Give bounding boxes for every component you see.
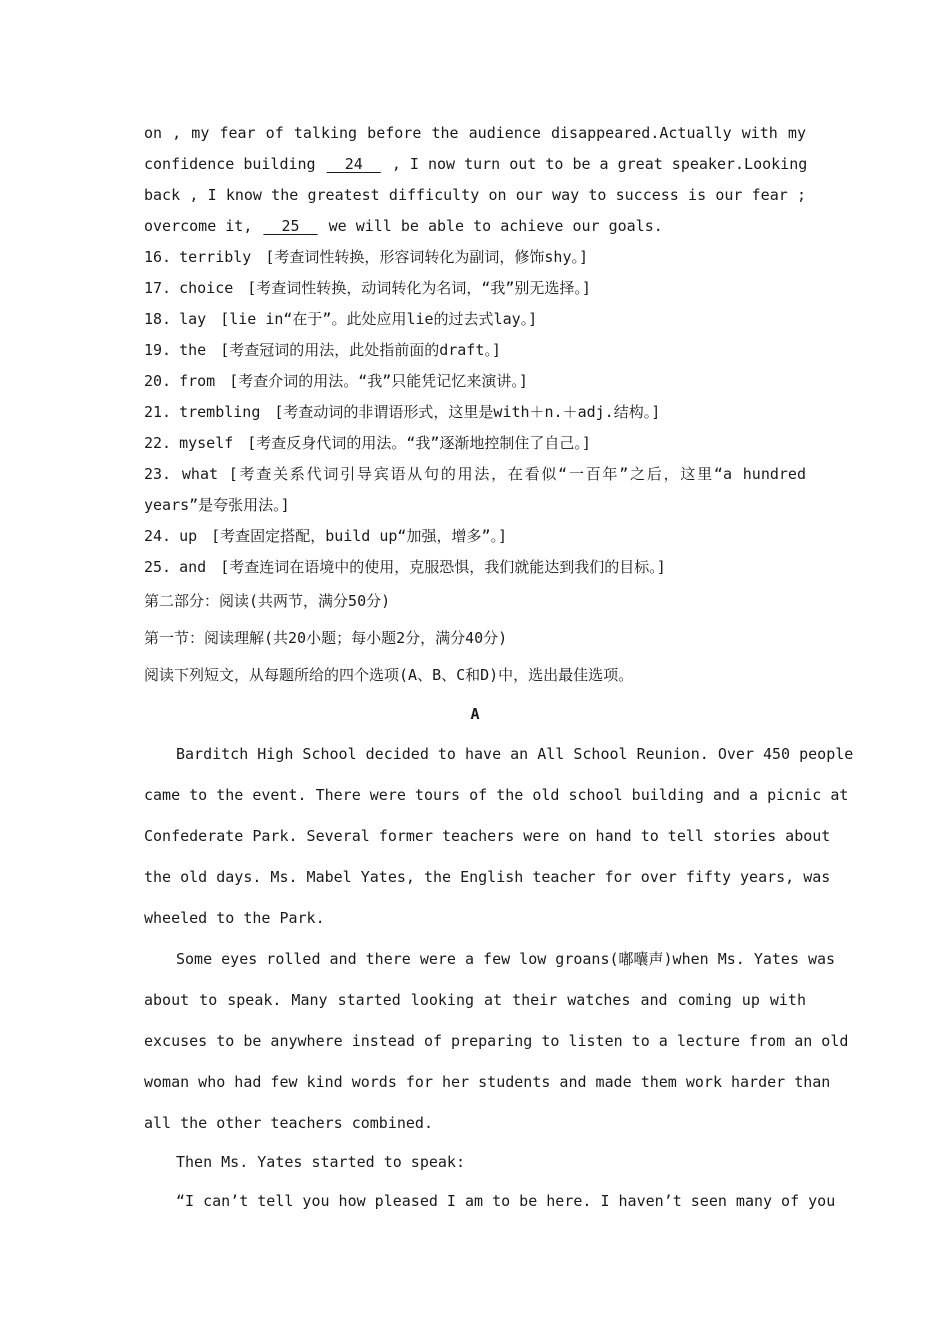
paragraph-line: woman who had few kind words for her students and made them work harder than — [144, 1073, 831, 1091]
answer-item: 20. from [考查介词的用法。“我”只能凭记忆来演讲。] — [144, 372, 528, 390]
paragraph-line: Confederate Park. Several former teachers were on hand to tell stories about — [144, 827, 831, 845]
paragraph-line: the old days. Ms. Mabel Yates, the English teacher for over fifty years, was — [144, 868, 831, 886]
cloze-text: confidence building — [144, 155, 325, 173]
passage-paragraph-4: “I can’t tell you how pleased I am to be here. I haven’t seen many of you — [176, 1192, 836, 1210]
paragraph-line: Barditch High School decided to have an All School Reunion. Over 450 people — [176, 745, 854, 763]
passage-title: A — [470, 705, 480, 723]
cloze-line: back , I know the greatest difficulty on our way to success is our fear ; — [144, 186, 806, 204]
blank-25: 25 — [281, 217, 300, 235]
cloze-passage-tail — [144, 118, 806, 242]
answer-item: 22. myself [考查反身代词的用法。“我”逐渐地控制住了自己。] — [144, 434, 591, 452]
answer-item: 17. choice [考查词性转换，动词转化为名词，“我”别无选择。] — [144, 279, 591, 297]
instruction-text: 阅读下列短文，从每题所给的四个选项(A、B、C和D)中，选出最佳选项。 — [144, 666, 634, 684]
answer-item: 19. the [考查冠词的用法，此处指前面的draft。] — [144, 341, 501, 359]
section-heading: 第一节：阅读理解(共20小题；每小题2分，满分40分) — [144, 629, 508, 647]
answer-item-23-line2: years”是夸张用法。] — [144, 496, 290, 514]
cloze-text: we will be able to achieve our goals. — [319, 217, 663, 235]
answer-item: 24. up [考查固定搭配，build up“加强，增多”。] — [144, 527, 508, 545]
cloze-line: on , my fear of talking before the audience disappeared.Actually with my — [144, 124, 806, 142]
answer-item: 16. terribly [考查词性转换，形容词转化为副词，修饰shy。] — [144, 248, 588, 266]
paragraph-line: Some eyes rolled and there were a few low groans(嘟囔声)when Ms. Yates was — [176, 950, 836, 968]
answer-item: 21. trembling [考查动词的非谓语形式，这里是with＋n.＋adj.结构。] — [144, 403, 661, 421]
passage-paragraph-1 — [144, 734, 854, 939]
paragraph-line: all the other teachers combined. — [144, 1114, 433, 1132]
paragraph-line: wheeled to the Park. — [144, 909, 325, 927]
cloze-line — [144, 149, 806, 180]
passage-paragraph-2 — [144, 939, 849, 1144]
part-heading: 第二部分：阅读(共两节，满分50分) — [144, 592, 391, 610]
answer-item: 25. and [考查连词在语境中的使用，克服恐惧，我们就能达到我们的目标。] — [144, 558, 666, 576]
cloze-line — [144, 211, 806, 242]
cloze-text: overcome it, — [144, 217, 262, 235]
passage-paragraph-3: Then Ms. Yates started to speak: — [176, 1153, 465, 1171]
answer-item: 18. lay [lie in“在于”。此处应用lie的过去式lay。] — [144, 310, 538, 328]
cloze-text: , I now turn out to be a great speaker.Looking — [382, 155, 808, 173]
document-page — [144, 118, 854, 1222]
answer-item-23-line1: 23. what [考查关系代词引导宾语从句的用法，在看似“一百年”之后，这里“a hundred — [144, 465, 806, 483]
blank-24: 24 — [344, 155, 363, 173]
answer-key — [144, 242, 806, 583]
paragraph-line: excuses to be anywhere instead of preparing to listen to a lecture from an old — [144, 1032, 849, 1050]
paragraph-line: came to the event. There were tours of the old school building and a picnic at — [144, 786, 849, 804]
paragraph-line: about to speak. Many started looking at their watches and coming up with — [144, 991, 806, 1009]
